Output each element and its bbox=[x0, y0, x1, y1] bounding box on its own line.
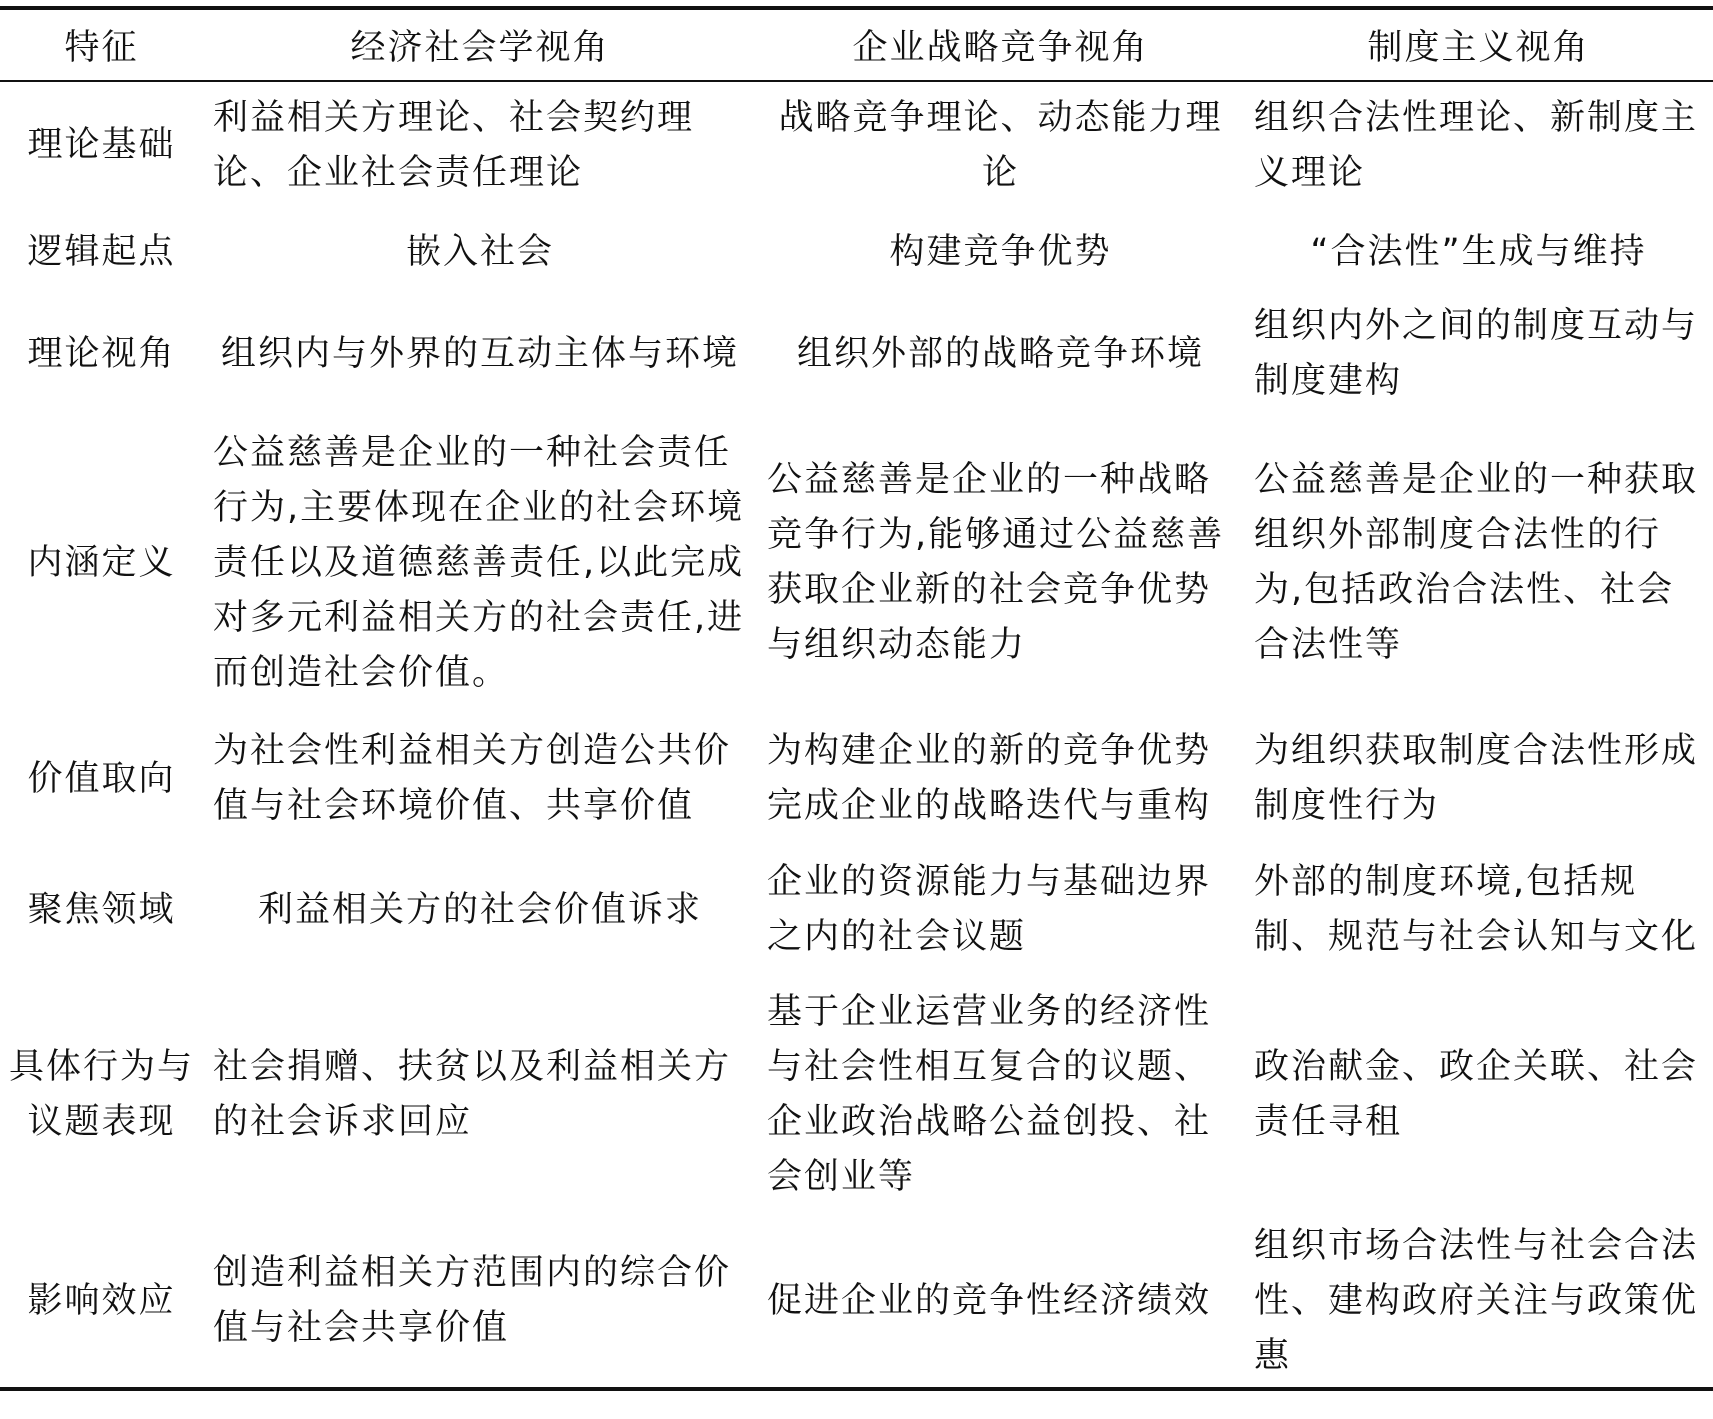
row-label: 理论视角 bbox=[27, 333, 176, 374]
cell-economic-sociology: 组织内与外界的互动主体与环境 bbox=[220, 333, 739, 374]
cell-institutionalism: 政治献金、政企关联、社会责任寻租 bbox=[1254, 1047, 1699, 1142]
row-label: 逻辑起点 bbox=[27, 231, 176, 272]
cell-institutionalism: 组织市场合法性与社会合法性、建构政府关注与政策优惠 bbox=[1254, 1225, 1699, 1376]
header-feature: 特征 bbox=[0, 10, 203, 81]
row-label: 具体行为与议题表现 bbox=[8, 1047, 194, 1142]
comparison-table bbox=[0, 10, 1713, 1387]
cell-strategic-competition: 基于企业运营业务的经济性与社会性相互复合的议题、企业政治战略公益创投、社会创业等 bbox=[767, 992, 1212, 1197]
table-row bbox=[0, 81, 1713, 209]
row-label: 影响效应 bbox=[27, 1280, 176, 1321]
table-row bbox=[0, 1215, 1713, 1387]
cell-strategic-competition: 构建竞争优势 bbox=[889, 231, 1112, 272]
header-economic-sociology: 经济社会学视角 bbox=[203, 10, 757, 81]
row-label: 聚焦领域 bbox=[27, 889, 176, 930]
row-label: 价值取向 bbox=[27, 758, 176, 799]
table-row bbox=[0, 975, 1713, 1215]
cell-economic-sociology: 嵌入社会 bbox=[405, 231, 554, 272]
cell-institutionalism: 组织合法性理论、新制度主义理论 bbox=[1254, 97, 1699, 193]
cell-strategic-competition: 组织外部的战略竞争环境 bbox=[796, 333, 1204, 374]
cell-strategic-competition: 战略竞争理论、动态能力理论 bbox=[778, 97, 1223, 193]
header-strategic-competition: 企业战略竞争视角 bbox=[757, 10, 1244, 81]
cell-economic-sociology: 为社会性利益相关方创造公共价值与社会环境价值、共享价值 bbox=[213, 731, 732, 826]
table-row bbox=[0, 413, 1713, 713]
cell-economic-sociology: 创造利益相关方范围内的综合价值与社会共享价值 bbox=[213, 1253, 732, 1348]
cell-institutionalism: “合法性”生成与维持 bbox=[1310, 231, 1647, 272]
comparison-table-frame bbox=[0, 6, 1713, 1391]
header-row bbox=[0, 10, 1713, 81]
cell-economic-sociology: 公益慈善是企业的一种社会责任行为,主要体现在企业的社会环境责任以及道德慈善责任,以此完成对多元利益相关方的社会责任,进而创造社会价值。 bbox=[213, 432, 745, 693]
cell-institutionalism: 为组织获取制度合法性形成制度性行为 bbox=[1254, 731, 1699, 826]
table-row bbox=[0, 209, 1713, 295]
cell-economic-sociology: 社会捐赠、扶贫以及利益相关方的社会诉求回应 bbox=[213, 1047, 732, 1142]
cell-institutionalism: 外部的制度环境,包括规制、规范与社会认知与文化 bbox=[1254, 862, 1699, 957]
cell-institutionalism: 公益慈善是企业的一种获取组织外部制度合法性的行为,包括政治合法性、社会合法性等 bbox=[1254, 460, 1699, 665]
cell-institutionalism: 组织内外之间的制度互动与制度建构 bbox=[1254, 306, 1699, 401]
cell-strategic-competition: 为构建企业的新的竞争优势完成企业的战略迭代与重构 bbox=[767, 731, 1212, 826]
cell-economic-sociology: 利益相关方理论、社会契约理论、企业社会责任理论 bbox=[213, 97, 695, 193]
table-row bbox=[0, 295, 1713, 413]
cell-economic-sociology: 利益相关方的社会价值诉求 bbox=[257, 889, 702, 930]
cell-strategic-competition: 促进企业的竞争性经济绩效 bbox=[767, 1280, 1212, 1321]
table-row bbox=[0, 713, 1713, 845]
row-label: 内涵定义 bbox=[27, 542, 176, 583]
header-institutionalism: 制度主义视角 bbox=[1244, 10, 1713, 81]
cell-strategic-competition: 企业的资源能力与基础边界之内的社会议题 bbox=[767, 862, 1212, 957]
table-row bbox=[0, 845, 1713, 975]
row-label: 理论基础 bbox=[27, 125, 176, 165]
cell-strategic-competition: 公益慈善是企业的一种战略竞争行为,能够通过公益慈善获取企业新的社会竞争优势与组织动态能力 bbox=[767, 460, 1225, 665]
